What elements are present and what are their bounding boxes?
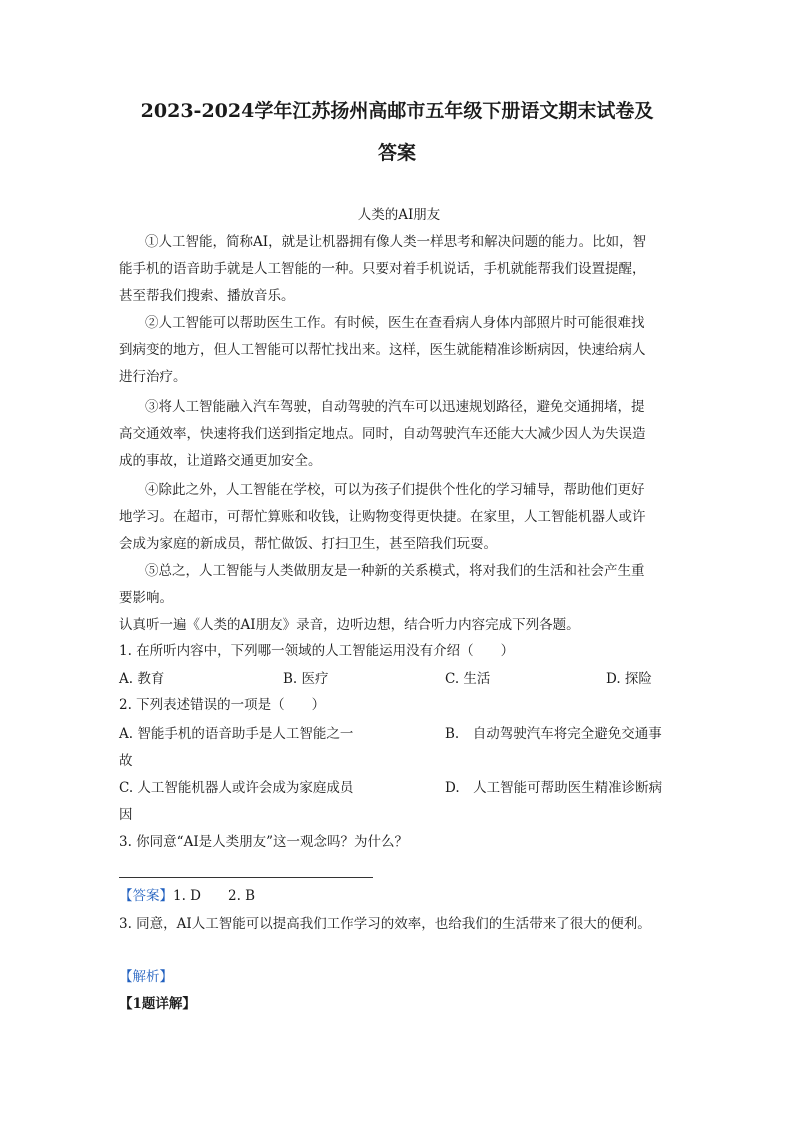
passage-paragraph-4-line: ④除此之外，人工智能在学校，可以为孩子们提供个性化的学习辅导，帮助他们更好: [145, 482, 645, 498]
question-2-stem: 2. 下列表述错误的一项是（ ）: [119, 697, 326, 713]
question-2-option-b: B. 自动驾驶汽车将完全避免交通事: [445, 726, 662, 742]
passage-paragraph-5-line: 要影响。: [119, 590, 173, 606]
question-2-option-c: C. 人工智能机器人或许会成为家庭成员: [119, 780, 354, 796]
answer-line: [119, 886, 679, 906]
question-1-stem: 1. 在所听内容中，下列哪一领域的人工智能运用没有介绍（ ）: [119, 643, 515, 659]
passage-paragraph-5-line: ⑤总之，人工智能与人类做朋友是一种新的关系模式，将对我们的生活和社会产生重: [145, 563, 645, 579]
listening-instruction: 认真听一遍《人类的AI朋友》录音，边听边想，结合听力内容完成下列各题。: [119, 617, 580, 633]
question-2-option-d: D. 人工智能可帮助医生精准诊断病: [445, 780, 663, 796]
question-1-option-a: A. 教育: [119, 671, 165, 687]
question-1-option-c: C. 生活: [445, 671, 491, 687]
question-2-option-a: A. 智能手机的语音助手是人工智能之一: [119, 726, 354, 742]
passage-paragraph-3-line: 高交通效率，快速将我们送到指定地点。同时，自动驾驶汽车还能大大减少因人为失误造: [119, 426, 646, 442]
question-1-option-b: B. 医疗: [283, 671, 329, 687]
passage-paragraph-3-line: 成的事故，让道路交通更加安全。: [119, 453, 322, 469]
question-1-option-d: D. 探险: [606, 671, 652, 687]
analysis-subheading: 【1题详解】: [119, 996, 196, 1012]
question-3-stem: 3. 你同意“AI是人类朋友”这一观念吗？为什么？: [119, 834, 409, 850]
passage-heading: 人类的AI朋友: [357, 207, 441, 223]
document-title-line2: 答案: [377, 142, 416, 164]
passage-paragraph-2-line: 进行治疗。: [119, 369, 187, 385]
answer-text: 1. D 2. B: [173, 888, 256, 904]
passage-paragraph-2-line: 到病变的地方，但人工智能可以帮忙找出来。这样，医生就能精准诊断病因，快速给病人: [119, 342, 646, 358]
answer-label: 【答案】: [119, 888, 173, 904]
passage-paragraph-4-line: 会成为家庭的新成员，帮忙做饭、打扫卫生，甚至陪我们玩耍。: [119, 536, 497, 552]
answer-divider: [119, 877, 373, 878]
answer-question-3: 3. 同意，AI人工智能可以提高我们工作学习的效率，也给我们的生活带来了很大的便利。: [119, 916, 651, 932]
analysis-label: 【解析】: [119, 969, 173, 985]
passage-paragraph-4-line: 地学习。在超市，可帮忙算账和收钱，让购物变得更快捷。在家里，人工智能机器人或许: [119, 509, 646, 525]
document-title-line1: 2023-2024学年江苏扬州高邮市五年级下册语文期末试卷及: [140, 100, 654, 122]
passage-paragraph-1-line: ①人工智能，简称AI，就是让机器拥有像人类一样思考和解决问题的能力。比如，智: [145, 234, 647, 250]
passage-paragraph-2-line: ②人工智能可以帮助医生工作。有时候，医生在查看病人身体内部照片时可能很难找: [145, 315, 645, 331]
question-2-option-d-continued: 因: [119, 807, 133, 823]
question-2-option-b-continued: 故: [119, 753, 133, 769]
passage-paragraph-1-line: 能手机的语音助手就是人工智能的一种。只要对着手机说话，手机就能帮我们设置提醒，: [119, 261, 646, 277]
passage-paragraph-3-line: ③将人工智能融入汽车驾驶，自动驾驶的汽车可以迅速规划路径，避免交通拥堵，提: [145, 399, 645, 415]
passage-paragraph-1-line: 甚至帮我们搜索、播放音乐。: [119, 288, 295, 304]
